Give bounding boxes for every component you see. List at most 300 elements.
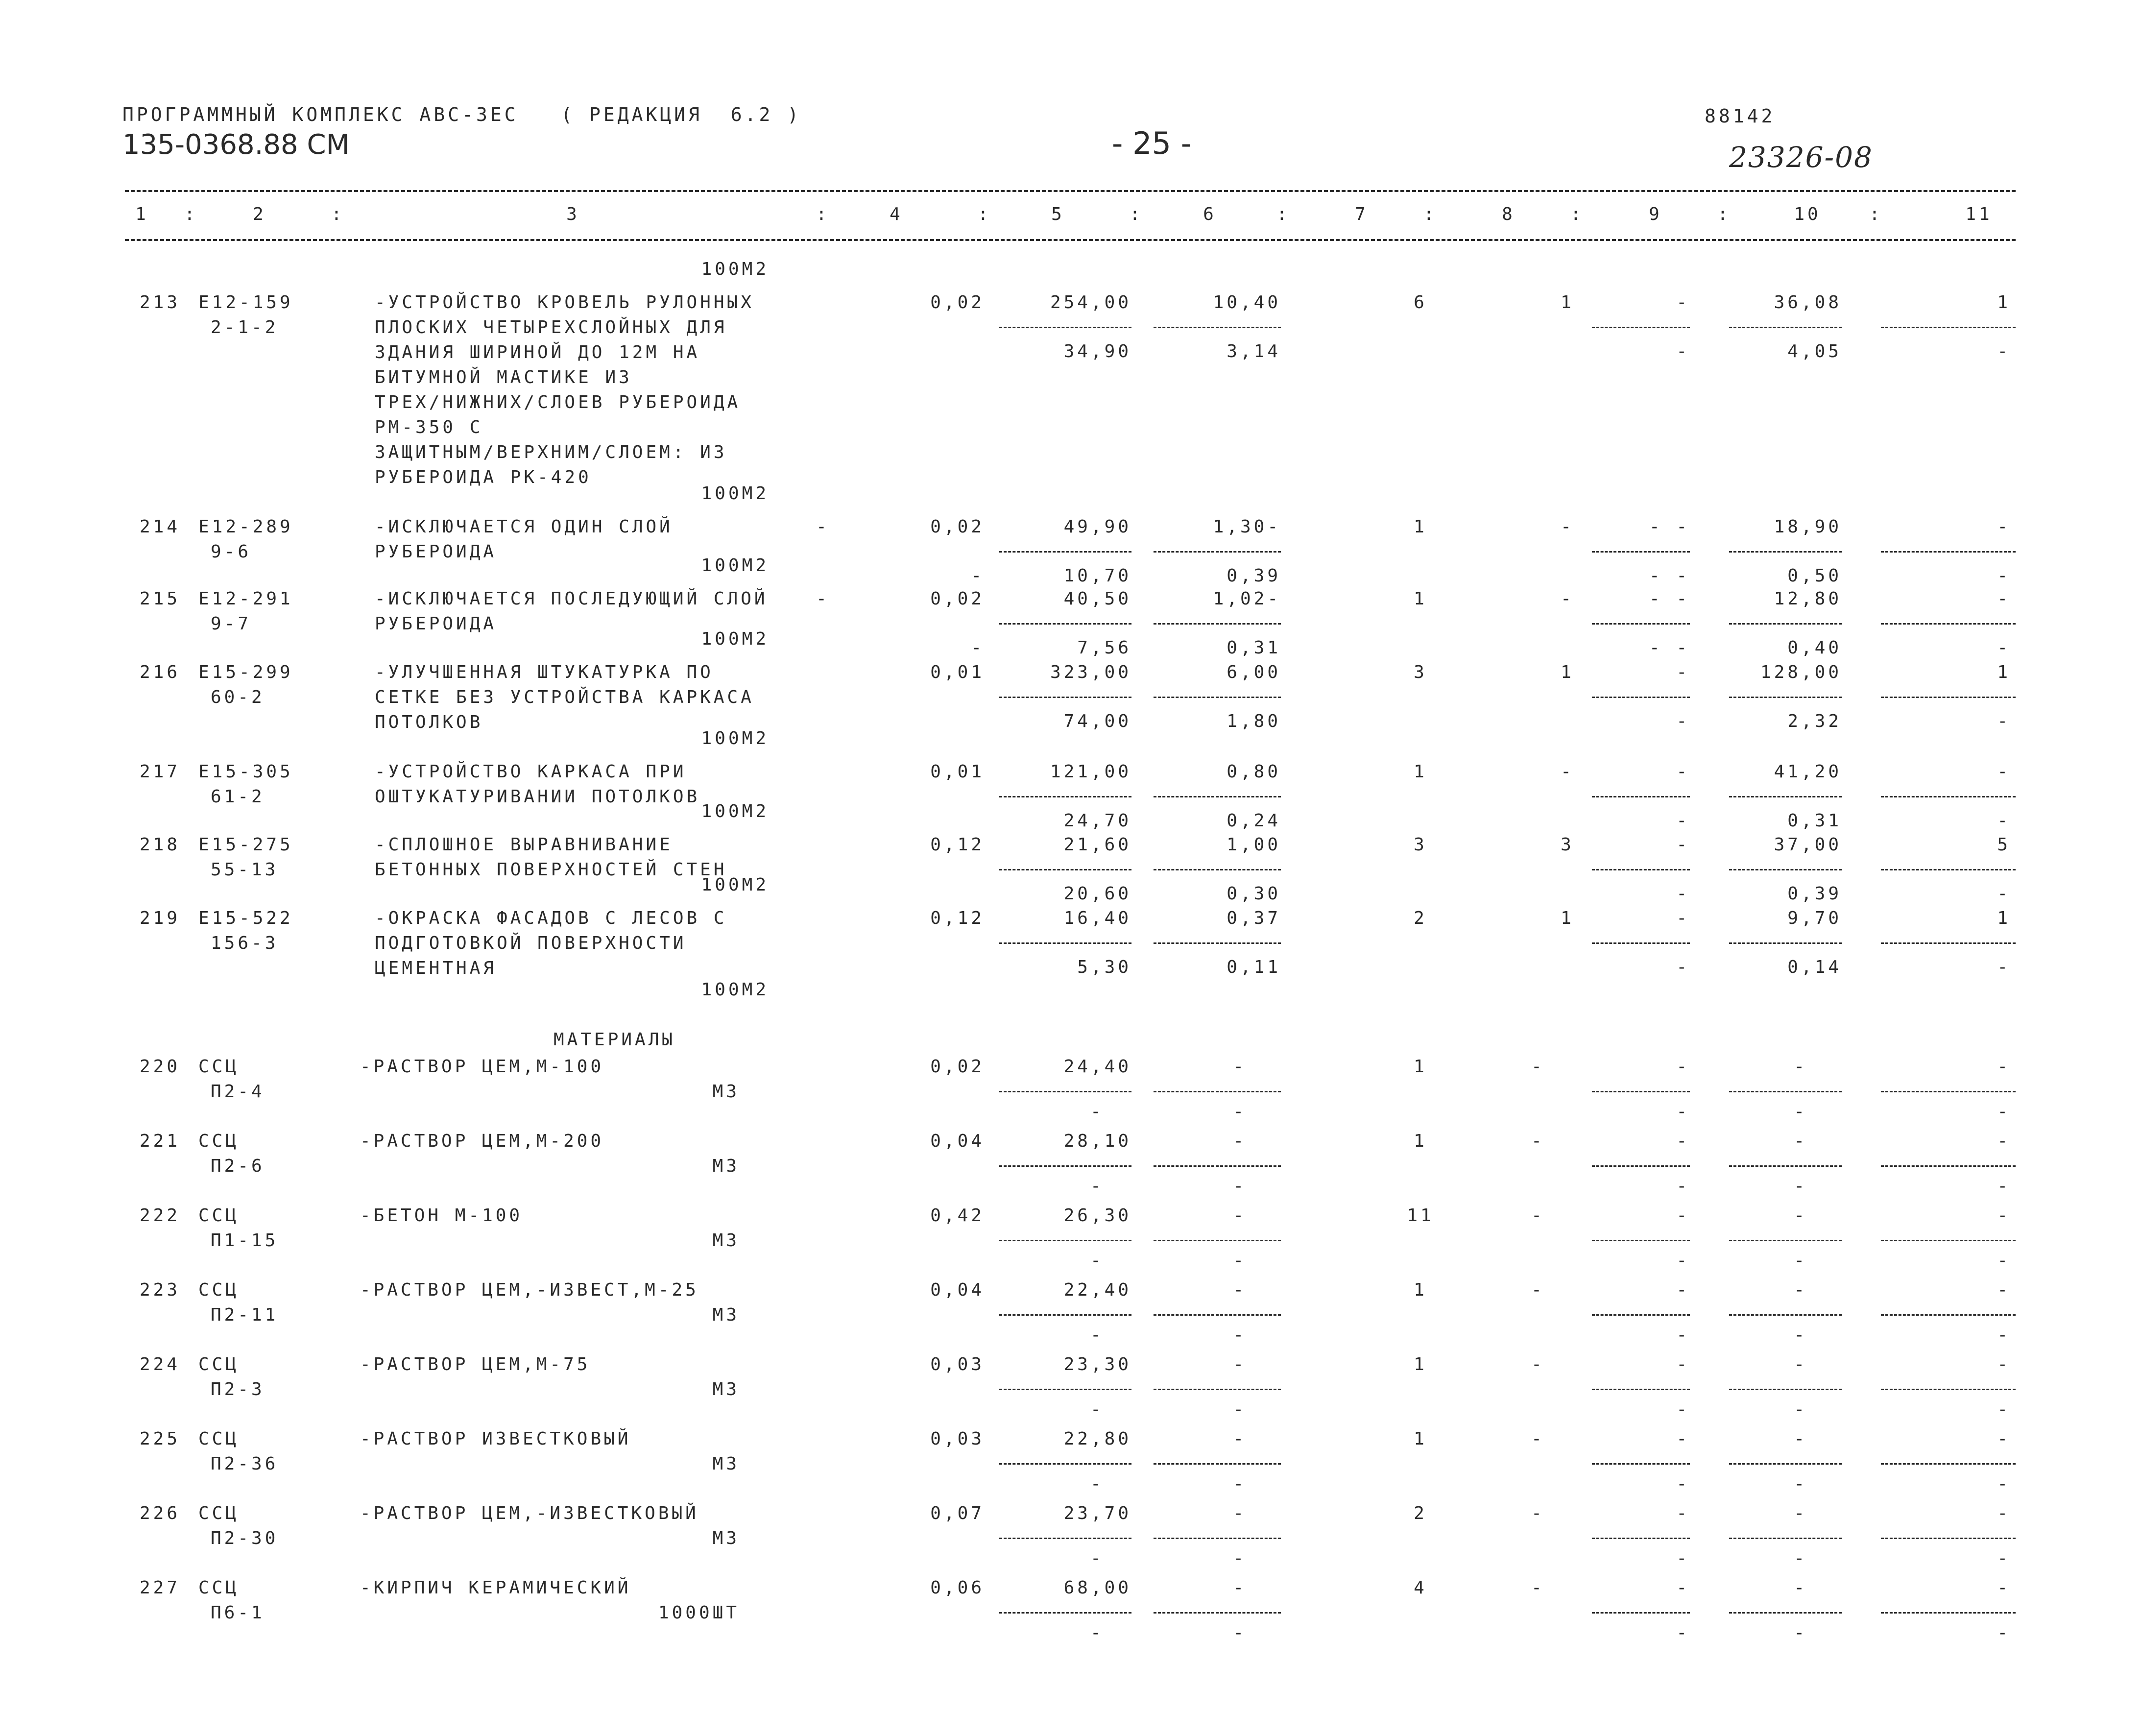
col8-value: 1 [1561,908,1574,928]
col10-value: 37,00 [1774,835,1842,855]
column-underline [1154,1538,1281,1539]
work-description-line: РУБЕРОИДА РК-420 [375,467,592,487]
material-description: -РАСТВОР ЦЕМ,М-75 [360,1354,591,1374]
material-description: -РАСТВОР ЦЕМ,-ИЗВЕСТКОВЫЙ [360,1503,699,1523]
col5-sub: 34,90 [1063,341,1131,362]
col11-value: - [1997,1503,2011,1523]
column-underline [1592,1612,1690,1614]
col4-quantity: 0,01 [930,662,985,682]
code-top: 88142 [1705,105,1776,127]
column-header-3: 3 [566,204,580,224]
work-description-line: -УЛУЧШЕННАЯ ШТУКАТУРКА ПО [375,662,714,682]
material-description: -БЕТОН М-100 [360,1206,523,1226]
col10-sub: 0,50 [1787,566,1842,586]
col5-sub: 20,60 [1063,884,1131,904]
material-code: ССЦ [198,1131,240,1151]
header-rule-top [125,190,2016,192]
material-subcode: П1-15 [211,1230,279,1251]
col7-value: 1 [1414,589,1427,609]
program-title: ПРОГРАММНЫЙ КОМПЛЕКС АВС-ЗЕС ( РЕДАКЦИЯ 6.2 ) [122,104,802,125]
column-underline [1592,623,1690,625]
material-unit: М3 [712,1528,740,1548]
column-underline [1154,327,1281,328]
col7-value: 4 [1414,1578,1427,1598]
col8-value: 1 [1561,662,1574,682]
column-underline [999,1463,1131,1465]
col8-value: - [1531,1429,1545,1449]
col4-quantity: 0,06 [930,1578,985,1598]
column-header-7: 7 [1355,204,1369,224]
column-underline [999,1314,1131,1316]
unit-label: 100М2 [701,980,769,1000]
col10-sub: 0,14 [1787,957,1842,977]
col11-sub: - [1997,1325,2011,1345]
col6-sub: 3,14 [1227,341,1281,362]
col7-value: 6 [1414,292,1427,313]
column-underline [999,1612,1131,1614]
col7-value: 1 [1414,1354,1427,1374]
col6-value: 0,80 [1227,762,1281,782]
material-subcode: П6-1 [211,1603,265,1623]
column-underline [1881,1314,2016,1316]
material-unit: М3 [712,1230,740,1251]
col11-value: 5 [1997,835,2011,855]
col5-sub: 24,70 [1063,811,1131,831]
column-header-4: 4 [890,204,903,224]
col9-sub: - [1676,1548,1690,1568]
col5-sub: - [1090,1399,1104,1420]
column-underline [1592,796,1690,797]
material-code: ССЦ [198,1429,240,1449]
work-description-line: -УСТРОЙСТВО КРОВЕЛЬ РУЛОННЫХ [375,292,754,313]
column-underline [1729,1538,1842,1539]
column-header-5: 5 [1051,204,1065,224]
work-description-line: РУБЕРОИДА [375,542,497,562]
column-underline [999,1538,1131,1539]
column-underline [1729,1463,1842,1465]
col5-value: 23,70 [1063,1503,1131,1523]
column-underline [1154,796,1281,797]
col9-sub: - - [1649,638,1690,658]
material-unit: М3 [712,1454,740,1474]
col4-quantity: 0,03 [930,1354,985,1374]
unit-label: 100М2 [701,728,769,748]
col10-sub: 0,39 [1787,884,1842,904]
col5-value: 49,90 [1063,517,1131,537]
column-underline [1881,327,2016,328]
col11-value: - [1997,1429,2011,1449]
col6-value: 0,37 [1227,908,1281,928]
col9-value: - [1676,292,1690,313]
col4-sub: - [971,638,985,658]
column-underline [1881,1091,2016,1092]
column-underline [1592,942,1690,944]
col4-quantity: 0,42 [930,1206,985,1226]
row-number: 226 [140,1503,181,1523]
norm-subcode: 156-3 [211,933,279,953]
column-underline [1729,1165,1842,1167]
row-number: 224 [140,1354,181,1374]
col5-value: 22,40 [1063,1280,1131,1300]
col7-value: 11 [1407,1206,1434,1226]
col6-sub: 1,80 [1227,711,1281,731]
col9-value: - [1676,1578,1690,1598]
col4-quantity: 0,07 [930,1503,985,1523]
col6-sub: 0,31 [1227,638,1281,658]
row-number: 214 [140,517,181,537]
work-description-line: -УСТРОЙСТВО КАРКАСА ПРИ [375,762,687,782]
col10-value: - [1794,1206,1807,1226]
material-description: -РАСТВОР ЦЕМ,-ИЗВЕСТ,М-25 [360,1280,699,1300]
col11-sub: - [1997,1251,2011,1271]
norm-code: Е15-522 [198,908,293,928]
col5-sub: - [1090,1325,1104,1345]
col5-sub: 7,56 [1077,638,1131,658]
col10-value: - [1794,1578,1807,1598]
col6-value: 1,02- [1213,589,1281,609]
col6-value: - [1233,1206,1247,1226]
column-underline [1154,942,1281,944]
col5-value: 28,10 [1063,1131,1131,1151]
row-number: 221 [140,1131,181,1151]
col6-value: 6,00 [1227,662,1281,682]
material-subcode: П2-3 [211,1379,265,1399]
col10-sub: - [1794,1325,1807,1345]
norm-subcode: 2-1-2 [211,317,279,338]
column-separator: : [1130,204,1143,224]
col10-sub: 0,31 [1787,811,1842,831]
row-number: 227 [140,1578,181,1598]
col10-value: 18,90 [1774,517,1842,537]
col6-value: - [1233,1280,1247,1300]
col8-value: - [1561,762,1574,782]
column-header-2: 2 [253,204,266,224]
column-underline [999,551,1131,553]
col6-sub: - [1233,1548,1247,1568]
unit-label: 100М2 [701,555,769,576]
work-description-line: ПОТОЛКОВ [375,712,483,732]
col11-value: - [1997,1057,2011,1077]
col7-value: 1 [1414,517,1427,537]
col5-value: 254,00 [1050,292,1131,313]
col10-value: - [1794,1354,1807,1374]
col5-value: 21,60 [1063,835,1131,855]
column-separator: : [1570,204,1584,224]
column-underline [1729,1091,1842,1092]
column-underline [1881,1389,2016,1390]
col6-value: 1,00 [1227,835,1281,855]
col5-sub: - [1090,1623,1104,1643]
col5-value: 121,00 [1050,762,1131,782]
col9-value: - [1676,662,1690,682]
row-number: 215 [140,589,181,609]
col11-value: - [1997,517,2011,537]
col7-value: 2 [1414,908,1427,928]
column-header-6: 6 [1203,204,1217,224]
col9-sub: - [1676,1102,1690,1122]
col6-sub: 0,39 [1227,566,1281,586]
col11-sub: - [1997,884,2011,904]
col10-value: 9,70 [1787,908,1842,928]
col9-sub: - [1676,1325,1690,1345]
column-underline [1729,551,1842,553]
col6-sub: - [1233,1474,1247,1494]
work-description-line: -СПЛОШНОЕ ВЫРАВНИВАНИЕ [375,835,673,855]
col9-value: - [1676,762,1690,782]
header-rule-bottom [125,239,2016,241]
col5-value: 40,50 [1063,589,1131,609]
col11-value: - [1997,1206,2011,1226]
col8-value: - [1561,517,1574,537]
row-number: 218 [140,835,181,855]
material-code: ССЦ [198,1354,240,1374]
column-underline [1881,551,2016,553]
unit-label: 100М2 [701,875,769,895]
col6-sub: 0,30 [1227,884,1281,904]
col10-sub: - [1794,1251,1807,1271]
work-description-line: ТРЕХ/НИЖНИХ/СЛОЕВ РУБЕРОИДА [375,392,741,412]
column-underline [1154,551,1281,553]
column-separator: : [184,204,198,224]
col6-sub: - [1233,1176,1247,1196]
row-number: 219 [140,908,181,928]
column-underline [1592,551,1690,553]
material-subcode: П2-11 [211,1305,279,1325]
material-unit: М3 [712,1305,740,1325]
column-underline [1592,869,1690,870]
document-number: 135-0368.88 СМ [122,129,350,161]
column-separator: : [1423,204,1437,224]
col9-sub: - [1676,884,1690,904]
work-description-line: БИТУМНОЙ МАСТИКЕ ИЗ [375,367,632,387]
norm-subcode: 55-13 [211,860,279,880]
col8-value: - [1531,1057,1545,1077]
col9-sub: - [1676,1176,1690,1196]
col10-sub: - [1794,1548,1807,1568]
row-number: 223 [140,1280,181,1300]
col6-sub: - [1233,1325,1247,1345]
material-code: ССЦ [198,1280,240,1300]
column-underline [1592,1240,1690,1241]
work-description-line: -ИСКЛЮЧАЕТСЯ ОДИН СЛОЙ [375,517,673,537]
material-subcode: П2-36 [211,1454,279,1474]
column-underline [1881,1165,2016,1167]
col5-sub: - [1090,1251,1104,1271]
column-underline [1729,327,1842,328]
column-header-1: 1 [135,204,149,224]
column-underline [1729,869,1842,870]
row-number: 217 [140,762,181,782]
column-header-11: 11 [1965,204,1993,224]
col10-sub: 4,05 [1787,341,1842,362]
material-description: -РАСТВОР ЦЕМ,М-200 [360,1131,604,1151]
page-number: - 25 - [1112,125,1192,161]
col6-sub: - [1233,1623,1247,1643]
norm-subcode: 60-2 [211,687,265,707]
col4-quantity: 0,04 [930,1280,985,1300]
col10-value: 36,08 [1774,292,1842,313]
column-underline [1881,697,2016,698]
col4-quantity: 0,02 [930,292,985,313]
col10-sub: - [1794,1623,1807,1643]
work-description-line: РУБЕРОИДА [375,614,497,634]
material-code: ССЦ [198,1503,240,1523]
column-header-9: 9 [1649,204,1662,224]
col5-value: 16,40 [1063,908,1131,928]
col6-value: - [1233,1354,1247,1374]
column-underline [1154,1389,1281,1390]
col11-sub: - [1997,1176,2011,1196]
col5-sub: 5,30 [1077,957,1131,977]
col4-sub: - [971,566,985,586]
col8-value: - [1531,1206,1545,1226]
col6-sub: 0,24 [1227,811,1281,831]
column-underline [1592,1389,1690,1390]
norm-subcode: 9-7 [211,614,252,634]
col9-sub: - [1676,341,1690,362]
material-unit: М3 [712,1082,740,1102]
col8-value: - [1531,1280,1545,1300]
col9-value: - [1676,908,1690,928]
row-number: 213 [140,292,181,313]
col9-value: - - [1649,589,1690,609]
col9-sub: - [1676,811,1690,831]
work-description-line: БЕТОННЫХ ПОВЕРХНОСТЕЙ СТЕН [375,860,727,880]
col10-sub: - [1794,1102,1807,1122]
col9-sub: - [1676,957,1690,977]
row-number: 220 [140,1057,181,1077]
col9-value: - [1676,1280,1690,1300]
column-separator: : [816,204,830,224]
column-separator: : [1869,204,1883,224]
col9-value: - [1676,835,1690,855]
material-description: -РАСТВОР ИЗВЕСТКОВЫЙ [360,1429,631,1449]
col4-quantity: 0,03 [930,1429,985,1449]
column-underline [1729,623,1842,625]
norm-subcode: 61-2 [211,787,265,807]
col6-sub: - [1233,1399,1247,1420]
column-underline [1729,1389,1842,1390]
material-subcode: П2-6 [211,1156,265,1176]
col11-sub: - [1997,341,2011,362]
column-header-10: 10 [1794,204,1821,224]
norm-code: Е12-289 [198,517,293,537]
row-number: 225 [140,1429,181,1449]
material-unit: М3 [712,1156,740,1176]
col9-sub: - [1676,1474,1690,1494]
column-underline [1729,697,1842,698]
col9-value: - [1676,1429,1690,1449]
col11-value: - [1997,1354,2011,1374]
row-number: 216 [140,662,181,682]
material-description: -КИРПИЧ КЕРАМИЧЕСКИЙ [360,1578,631,1598]
column-underline [999,869,1131,870]
col5-sub: 10,70 [1063,566,1131,586]
col5-sub: - [1090,1474,1104,1494]
col5-sub: - [1090,1176,1104,1196]
col5-value: 68,00 [1063,1578,1131,1598]
col5-value: 22,80 [1063,1429,1131,1449]
col5-value: 26,30 [1063,1206,1131,1226]
col4-quantity: 0,02 [930,589,985,609]
col11-sub: - [1997,711,2011,731]
column-underline [1592,327,1690,328]
norm-code: Е12-159 [198,292,293,313]
material-description: -РАСТВОР ЦЕМ,М-100 [360,1057,604,1077]
col9-value: - [1676,1354,1690,1374]
col5-sub: - [1090,1102,1104,1122]
column-underline [1154,1463,1281,1465]
norm-code: Е15-275 [198,835,293,855]
work-description-line: ЗДАНИЯ ШИРИНОЙ ДО 12М НА [375,342,700,362]
column-underline [1881,1240,2016,1241]
col6-value: - [1233,1429,1247,1449]
col10-sub: 0,40 [1787,638,1842,658]
material-subcode: П2-30 [211,1528,279,1548]
column-underline [999,1240,1131,1241]
col11-value: - [1997,1131,2011,1151]
col11-sub: - [1997,1548,2011,1568]
col5-value: 24,40 [1063,1057,1131,1077]
col5-sub: - [1090,1548,1104,1568]
unit-label: 100М2 [701,629,769,649]
col7-value: 2 [1414,1503,1427,1523]
column-underline [1729,942,1842,944]
column-separator: : [331,204,345,224]
column-underline [1729,796,1842,797]
col10-sub: - [1794,1474,1807,1494]
col9-value: - [1676,1503,1690,1523]
col9-sub: - [1676,1251,1690,1271]
column-underline [999,1091,1131,1092]
column-underline [1154,623,1281,625]
norm-code: Е15-305 [198,762,293,782]
unit-label: 100М2 [701,801,769,821]
column-underline [1592,1538,1690,1539]
column-underline [1881,942,2016,944]
column-separator: : [1717,204,1731,224]
col9-sub: - [1676,1399,1690,1420]
column-underline [1592,1314,1690,1316]
row-number: 222 [140,1206,181,1226]
work-description-line: ПОДГОТОВКОЙ ПОВЕРХНОСТИ [375,933,687,953]
material-code: ССЦ [198,1057,240,1077]
material-unit: М3 [712,1379,740,1399]
col6-value: - [1233,1057,1247,1077]
col9-value: - [1676,1057,1690,1077]
column-underline [1881,796,2016,797]
col8-value: - [1531,1503,1545,1523]
norm-subcode: 9-6 [211,542,252,562]
col11-sub: - [1997,1399,2011,1420]
col10-value: - [1794,1131,1807,1151]
col11-sub: - [1997,1474,2011,1494]
col10-sub: - [1794,1176,1807,1196]
material-code: ССЦ [198,1578,240,1598]
col9-sub: - [1676,1623,1690,1643]
column-underline [1154,1091,1281,1092]
col11-value: 1 [1997,908,2011,928]
col7-value: 1 [1414,1057,1427,1077]
column-underline [1592,1463,1690,1465]
column-underline [1881,1538,2016,1539]
col11-sub: - [1997,1102,2011,1122]
column-separator: : [978,204,991,224]
col4-quantity: 0,02 [930,517,985,537]
col9-sub: - [1676,711,1690,731]
material-code: ССЦ [198,1206,240,1226]
col7-value: 1 [1414,1131,1427,1151]
